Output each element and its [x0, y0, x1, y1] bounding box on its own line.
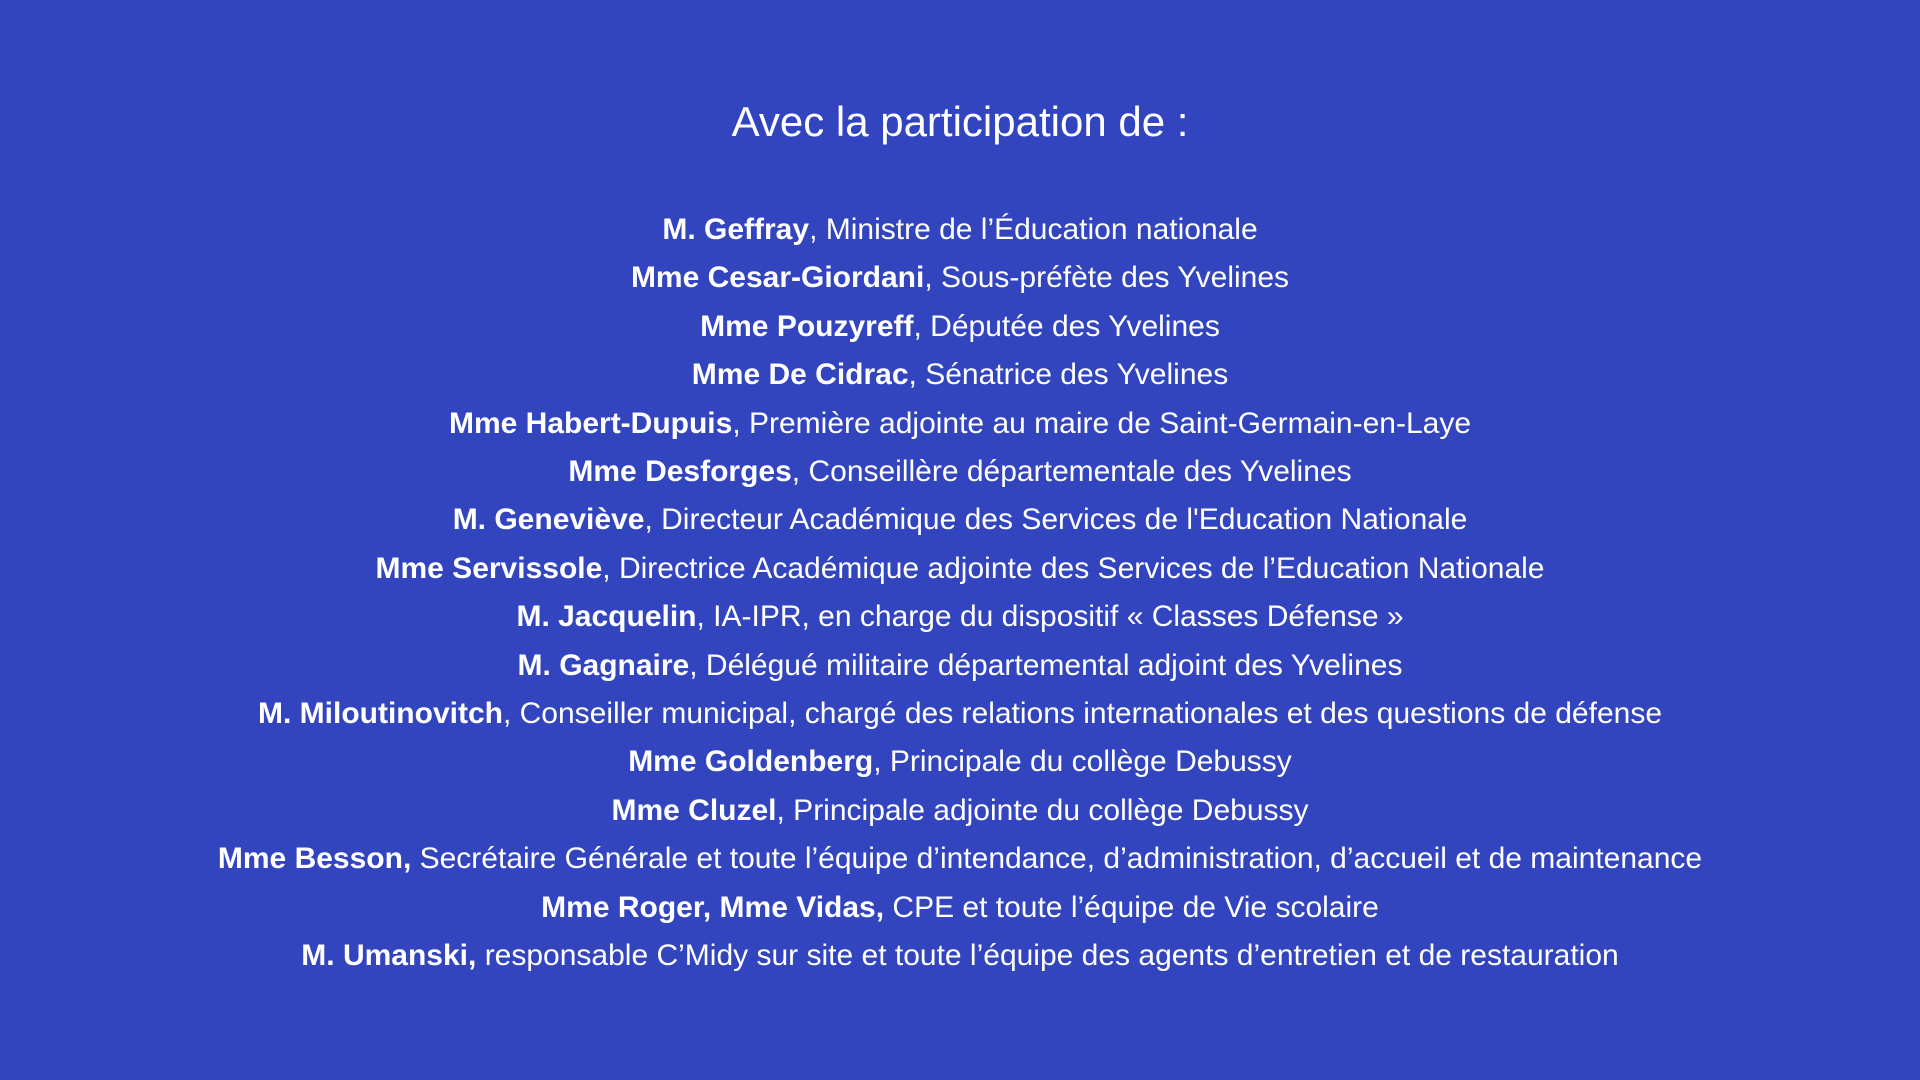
credit-role: Secrétaire Générale et toute l’équipe d’intendance, d’administration, d’accueil et de maintenance	[411, 842, 1703, 876]
credit-role: , Députée des Yvelines	[913, 309, 1220, 343]
credit-line	[40, 303, 1880, 351]
credit-line	[40, 932, 1880, 980]
credit-role: , Directeur Académique des Services de l'Education Nationale	[644, 503, 1468, 537]
credit-role: responsable C’Midy sur site et toute l’équipe des agents d’entretien et de restauration	[476, 939, 1619, 973]
credit-role: , Première adjointe au maire de Saint-Germain-en-Laye	[732, 406, 1472, 440]
credit-name: M. Jacquelin	[516, 600, 697, 634]
slide-title: Avec la participation de :	[731, 98, 1189, 145]
credit-role: , Ministre de l’Éducation nationale	[809, 213, 1258, 246]
credit-role: , IA-IPR, en charge du dispositif « Classes Défense »	[696, 600, 1404, 634]
credit-name: M. Gagnaire	[517, 648, 690, 682]
credit-line	[40, 593, 1880, 641]
credit-line	[40, 206, 1880, 254]
credit-line	[40, 642, 1880, 690]
credit-role: , Conseiller municipal, chargé des relations internationales et des questions de défense	[502, 697, 1662, 731]
credit-line	[40, 351, 1880, 399]
credit-role: CPE et toute l’équipe de Vie scolaire	[884, 890, 1379, 924]
credits-list	[40, 206, 1880, 981]
credit-line	[40, 787, 1880, 835]
credit-role: , Principale adjointe du collège Debussy	[776, 793, 1309, 827]
credit-line	[40, 884, 1880, 932]
credit-role: , Sous-préfète des Yvelines	[924, 261, 1290, 295]
credit-role: , Sénatrice des Yvelines	[908, 358, 1229, 392]
credit-role: , Principale du collège Debussy	[873, 745, 1292, 779]
credit-name: Mme Servissole	[375, 551, 603, 585]
credit-line	[40, 738, 1880, 786]
credit-line	[40, 545, 1880, 593]
credit-name: Mme Pouzyreff	[700, 309, 914, 343]
credit-line	[40, 400, 1880, 448]
credit-name: M. Umanski,	[301, 939, 477, 973]
credit-line	[40, 690, 1880, 738]
credit-name: Mme De Cidrac	[691, 358, 909, 392]
credit-name: Mme Goldenberg	[628, 745, 874, 779]
credit-role: , Conseillère départementale des Yvelines	[791, 455, 1352, 489]
credit-line	[40, 448, 1880, 496]
credit-line	[40, 254, 1880, 302]
credit-role: , Directrice Académique adjointe des Services de l’Education Nationale	[602, 551, 1545, 585]
credit-name: Mme Habert-Dupuis	[448, 406, 733, 440]
credit-line	[40, 835, 1880, 883]
credit-line	[40, 496, 1880, 544]
credit-role: , Délégué militaire départemental adjoint des Yvelines	[689, 648, 1403, 682]
credit-name: M. Geffray	[662, 213, 810, 246]
credit-name: Mme Besson,	[217, 842, 412, 876]
credit-name: M. Geneviève	[452, 503, 645, 537]
credit-name: M. Miloutinovitch	[258, 697, 503, 731]
credit-name: Mme Cesar-Giordani	[630, 261, 925, 295]
credit-name: Mme Roger, Mme Vidas,	[541, 890, 885, 924]
credit-name: Mme Cluzel	[611, 793, 777, 827]
credit-name: Mme Desforges	[568, 455, 792, 489]
